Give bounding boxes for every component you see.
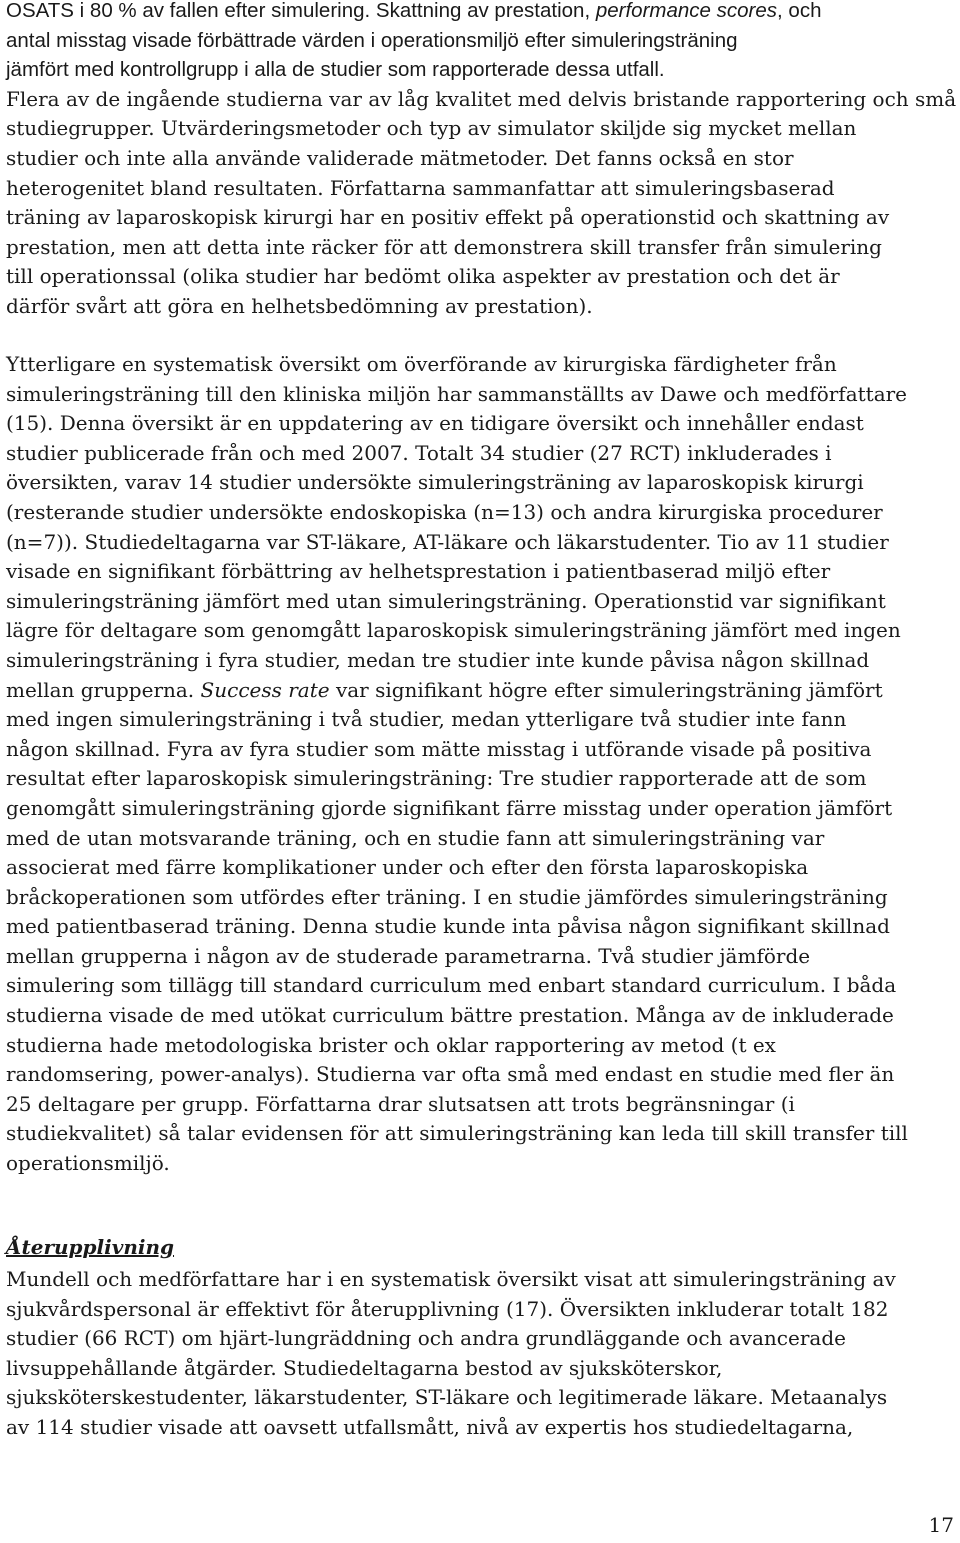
paragraph-line: simulering som tillägg till standard curriculum med enbart standard curriculum. I båda — [6, 973, 897, 998]
paragraph-line: randomsering, power-analys). Studierna var ofta små med endast en studie med fler än — [6, 1062, 895, 1087]
paragraph-line: resultat efter laparoskopisk simuleringsträning: Tre studier rapporterade att de som — [6, 766, 867, 791]
paragraph-line — [6, 0, 956, 26]
paragraph-line: simuleringsträning jämfört med utan simuleringsträning. Operationstid var signifikant — [6, 588, 886, 613]
paragraph-line: 25 deltagare per grupp. Författarna drar slutsatsen att trots begränsningar (i — [6, 1091, 795, 1116]
italic-term: Success rate — [200, 677, 330, 702]
paragraph-line: därför svårt att göra en helhetsbedömning av prestation). — [6, 293, 593, 318]
text-run: , och — [777, 0, 822, 22]
paragraph-line: studiekvalitet) så talar evidensen för att simuleringsträning kan leda till skill transfer till — [6, 1121, 908, 1146]
paragraph-line: med patientbaserad träning. Denna studie kunde inta påvisa någon signifikant skillnad — [6, 914, 890, 939]
paragraph-line: antal misstag visade förbättrade värden i operationsmiljö efter simuleringsträning — [6, 28, 738, 52]
section-heading: Återupplivning — [6, 1235, 175, 1259]
text-run: OSATS i 80 % av fallen efter simulering. Skattning av prestation, — [6, 0, 596, 22]
paragraph-line: med de utan motsvarande träning, och en studie fann att simuleringsträning var — [6, 825, 825, 850]
paragraph-line: Mundell och medförfattare har i en systematisk översikt visat att simuleringsträning av — [6, 1267, 896, 1291]
paragraph-line: jämfört med kontrollgrupp i alla de studier som rapporterade dessa utfall. — [6, 58, 665, 82]
paragraph-line: heterogenitet bland resultaten. Författarna sammanfattar att simuleringsbaserad — [6, 175, 835, 200]
paragraph-line: översikten, varav 14 studier undersökte simuleringsträning av laparoskopisk kirurgi — [6, 470, 864, 495]
paragraph-line: Ytterligare en systematisk översikt om överförande av kirurgiska färdigheter från — [6, 352, 837, 376]
paragraph-line: studierna visade de med utökat curriculum bättre prestation. Många av de inkluderade — [6, 1003, 894, 1028]
paragraph-2 — [6, 350, 908, 1179]
paragraph-line: sjukvårdspersonal är effektivt för återupplivning (17). Översikten inkluderar totalt 182 — [6, 1296, 889, 1321]
paragraph-line: lägre för deltagare som genomgått laparoskopisk simuleringsträning jämfört med ingen — [6, 618, 901, 643]
paragraph-line: visade en signifikant förbättring av helhetsprestation i patientbaserad miljö efter — [6, 559, 831, 584]
paragraph-line: studier publicerade från och med 2007. Totalt 34 studier (27 RCT) inkluderades i — [6, 440, 832, 465]
paragraph-line: studier (66 RCT) om hjärt-lungräddning och andra grundläggande och avancerade — [6, 1326, 846, 1351]
paragraph-line: (n=7)). Studiedeltagarna var ST-läkare, AT-läkare och läkarstudenter. Tio av 11 studier — [6, 529, 889, 554]
paragraph-line: simuleringsträning till den kliniska miljön har sammanställts av Dawe och medförfattare — [6, 381, 908, 406]
paragraph-line: operationsmiljö. — [6, 1151, 170, 1176]
paragraph-line: simuleringsträning i fyra studier, medan tre studier inte kunde påvisa någon skillnad — [6, 647, 870, 672]
paragraph-line: Flera av de ingående studierna var av låg kvalitet med delvis bristande rapportering och små — [6, 86, 957, 111]
text-run: mellan grupperna. — [6, 677, 201, 702]
paragraph-line: av 114 studier visade att oavsett utfallsmått, nivå av expertis hos studiedeltagarna, — [6, 1414, 854, 1439]
paragraph-line: genomgått simuleringsträning gjorde signifikant färre misstag under operation jämfört — [6, 795, 893, 820]
paragraph-line: mellan grupperna i någon av de studerade parametrarna. Två studier jämförde — [6, 943, 811, 968]
paragraph-line: prestation, men att detta inte räcker för att demonstrera skill transfer från simulering — [6, 234, 882, 259]
paragraph-3 — [6, 1265, 896, 1443]
paragraph-line: studiegrupper. Utvärderingsmetoder och typ av simulator skiljde sig mycket mellan — [6, 116, 857, 141]
paragraph-line: bråckoperationen som utfördes efter träning. I en studie jämfördes simuleringsträning — [6, 884, 888, 909]
paragraph-line: associerat med färre komplikationer under och efter den första laparoskopiska — [6, 855, 809, 880]
paragraph-line: någon skillnad. Fyra av fyra studier som mätte misstag i utförande visade på positiva — [6, 736, 872, 761]
paragraph-line: (resterande studier undersökte endoskopiska (n=13) och andra kirurgiska procedurer — [6, 499, 883, 524]
paragraph-line: studierna hade metodologiska brister och oklar rapportering av metod (t ex — [6, 1032, 776, 1057]
paragraph-1 — [6, 0, 956, 322]
paragraph-line: träning av laparoskopisk kirurgi har en positiv effekt på operationstid och skattning av — [6, 205, 890, 230]
paragraph-line: till operationssal (olika studier har bedömt olika aspekter av prestation och det är — [6, 264, 840, 289]
italic-term: performance scores — [595, 0, 778, 22]
paragraph-line: sjuksköterskestudenter, läkarstudenter, ST-läkare och legitimerade läkare. Metaanalys — [6, 1385, 888, 1410]
paragraph-line: (15). Denna översikt är en uppdatering av en tidigare översikt och innehåller endast — [6, 411, 864, 436]
paragraph-line: med ingen simuleringsträning i två studier, medan ytterligare två studier inte fann — [6, 707, 847, 732]
paragraph-line — [6, 676, 908, 706]
paragraph-line: livsuppehållande åtgärder. Studiedeltagarna bestod av sjuksköterskor, — [6, 1355, 723, 1380]
text-run: var signifikant högre efter simuleringsträning jämfört — [329, 677, 883, 702]
page-number: 17 — [928, 1513, 954, 1537]
paragraph-line: studier och inte alla använde validerade mätmetoder. Det fanns också en stor — [6, 145, 794, 170]
